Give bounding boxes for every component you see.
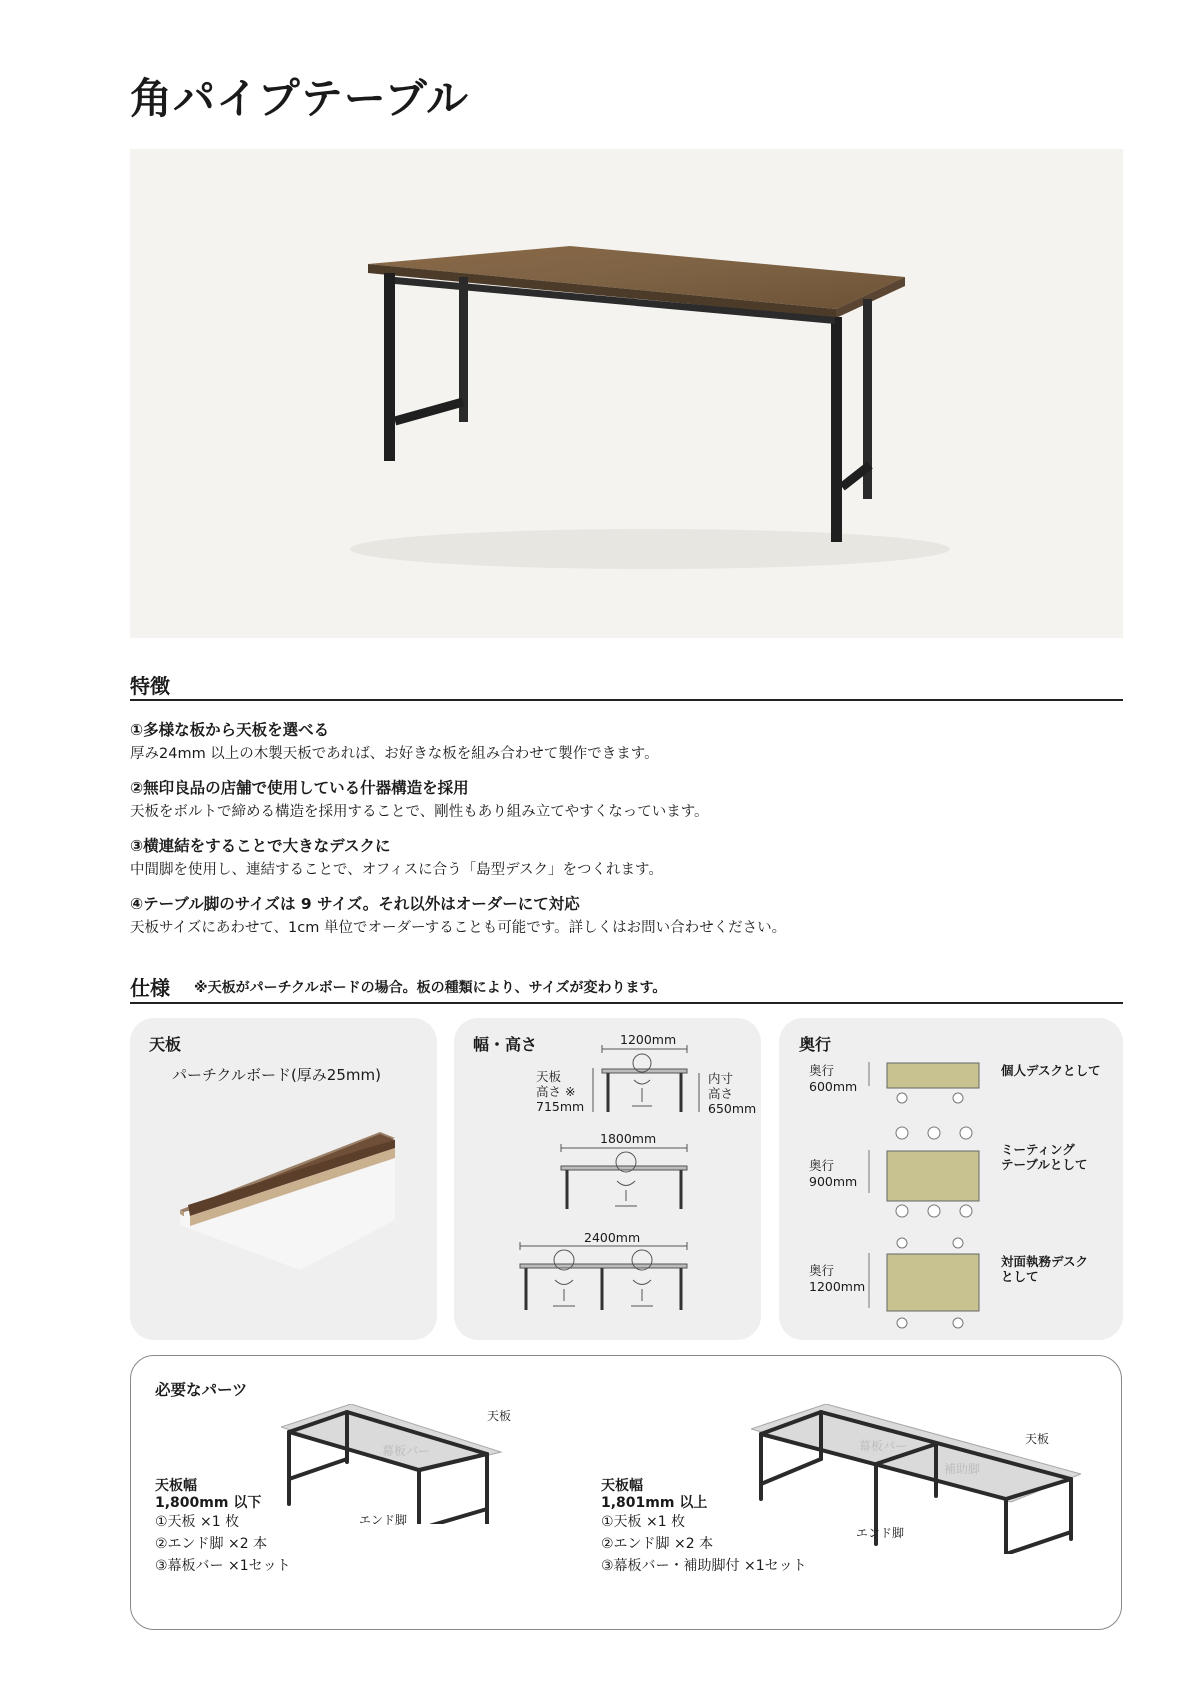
depth-1200-use-2: として: [1001, 1269, 1039, 1284]
depth-diagrams: [779, 1018, 1123, 1340]
left-item-3: ③幕板バー ×1セット: [155, 1558, 291, 1574]
right-parts-diagram: [751, 1404, 1081, 1554]
tabletop-card-title: 天板: [149, 1035, 182, 1054]
particle-board-image: [170, 1110, 400, 1280]
left-leg-label: エンド脚: [359, 1513, 408, 1527]
left-item-2: ②エンド脚 ×2 本: [155, 1536, 268, 1552]
width-2400-label: 2400mm: [584, 1230, 641, 1245]
left-parts-diagram: [281, 1404, 521, 1524]
feature-2-title: ②無印良品の店舗で使用している什器構造を採用: [130, 779, 469, 797]
right-top-label: 天板: [1025, 1432, 1050, 1446]
spec-heading: 仕様: [130, 976, 170, 1000]
depth-600-label: 奥行: [809, 1063, 835, 1078]
left-title-1: 天板幅: [155, 1478, 197, 1494]
features-heading: 特徴: [130, 674, 170, 698]
right-leg-label: エンド脚: [856, 1526, 905, 1540]
product-photo: [130, 149, 1123, 638]
tabletop-card: [130, 1018, 437, 1340]
size-card-title: 幅・高さ: [473, 1035, 538, 1054]
feature-3-body: 中間脚を使用し、連結することで、オフィスに合う「島型デスク」をつくれます。: [130, 862, 663, 878]
left-item-1: ①天板 ×1 枚: [155, 1514, 240, 1530]
height-value: 715mm: [536, 1099, 585, 1114]
feature-2-body: 天板をボルトで締める構造を採用することで、剛性もあり組み立てやすくなっています。: [130, 804, 709, 820]
parts-panel: [130, 1355, 1122, 1630]
tabletop-material: パーチクルボード(厚み25mm): [172, 1066, 381, 1084]
depth-600-use: 個人デスクとして: [1001, 1063, 1101, 1078]
depth-1200-label: 奥行: [809, 1263, 835, 1278]
depth-900-label: 奥行: [809, 1158, 835, 1173]
depth-900-use-1: ミーティング: [1001, 1142, 1075, 1157]
depth-1200-value: 1200mm: [809, 1279, 866, 1294]
left-top-label: 天板: [487, 1409, 512, 1423]
size-diagrams: [454, 1018, 761, 1340]
left-title-2: 1,800mm 以下: [155, 1495, 262, 1511]
right-item-3: ③幕板バー・補助脚付 ×1セット: [601, 1558, 807, 1574]
width-1800-label: 1800mm: [600, 1131, 657, 1146]
spec-rule: [130, 1002, 1123, 1004]
inner-height-value: 650mm: [708, 1101, 757, 1116]
page-title: 角パイプテーブル: [130, 74, 469, 123]
feature-4-body: 天板サイズにあわせて、1cm 単位でオーダーすることも可能です。詳しくはお問い合わせください。: [130, 920, 787, 936]
depth-card: [779, 1018, 1123, 1340]
feature-1-body: 厚み24mm 以上の木製天板であれば、お好きな板を組み合わせて製作できます。: [130, 746, 659, 762]
height-label-1: 天板: [536, 1069, 562, 1084]
depth-900-use-2: テーブルとして: [1001, 1157, 1088, 1172]
inner-height-label-1: 内寸: [708, 1071, 734, 1086]
feature-1-title: ①多様な板から天板を選べる: [130, 721, 330, 739]
depth-card-title: 奥行: [799, 1035, 832, 1054]
parts-heading: 必要なパーツ: [155, 1381, 248, 1399]
right-title-2: 1,801mm 以上: [601, 1495, 708, 1511]
right-title-1: 天板幅: [601, 1478, 643, 1494]
inner-height-label-2: 高さ: [708, 1086, 734, 1101]
depth-1200-use-1: 対面執務デスク: [1001, 1254, 1089, 1269]
feature-3-title: ③横連結をすることで大きなデスクに: [130, 837, 391, 855]
spec-note: ※天板がパーチクルボードの場合。板の種類により、サイズが変わります。: [194, 980, 667, 996]
features-rule: [130, 699, 1123, 701]
right-item-1: ①天板 ×1 枚: [601, 1514, 686, 1530]
height-label-2: 高さ ※: [536, 1084, 576, 1099]
depth-900-value: 900mm: [809, 1174, 858, 1189]
feature-4-title: ④テーブル脚のサイズは 9 サイズ。それ以外はオーダーにて対応: [130, 895, 580, 913]
right-item-2: ②エンド脚 ×2 本: [601, 1536, 714, 1552]
width-1200-label: 1200mm: [620, 1032, 677, 1047]
size-card: [454, 1018, 761, 1340]
depth-600-value: 600mm: [809, 1079, 858, 1094]
